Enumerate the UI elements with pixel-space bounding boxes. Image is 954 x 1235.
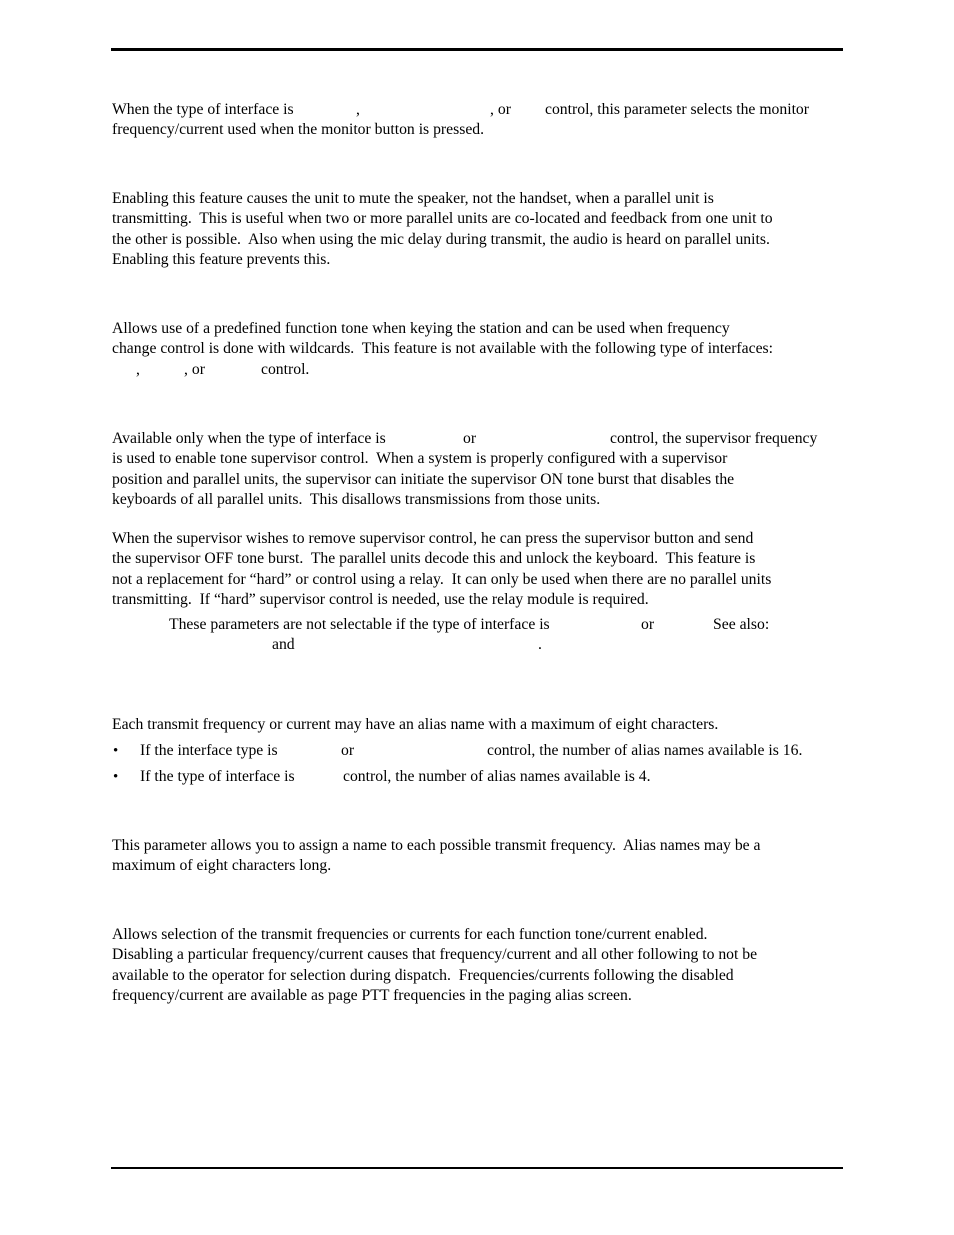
monitor-text-4: control, this parameter selects the monitor <box>545 101 809 118</box>
note-text-1: These parameters are not selectable if the type of interface is <box>169 616 550 633</box>
bullet-icon: • <box>113 743 119 759</box>
mute-line: Enabling this feature prevents this. <box>112 251 331 269</box>
supervisor-off-paragraph <box>112 529 842 611</box>
supervisor-text-1: Available only when the type of interface is <box>112 430 386 447</box>
transmit-line: available to the operator for selection during dispatch. Frequencies/currents following the disabled <box>112 966 734 984</box>
supervisor-text-2: or <box>463 430 477 447</box>
alias-paragraph <box>112 715 842 735</box>
monitor-text-1: When the type of interface is <box>112 101 294 118</box>
transmit-line: frequency/current are available as page PTT frequencies in the paging alias screen. <box>112 987 632 1005</box>
header-rule <box>111 48 843 51</box>
alias-bullet-text-5: control, the number of alias names available is 4. <box>343 768 651 785</box>
note-period: . <box>538 636 542 654</box>
transmit-paragraph <box>112 925 842 1007</box>
supervisor-text-3: control, the supervisor frequency <box>610 430 818 447</box>
function-tone-line: change control is done with wildcards. This feature is not available with the following type of interfaces: <box>112 340 774 358</box>
supervisor-paragraph <box>112 429 842 511</box>
alias-bullet-text-4: If the type of interface is <box>140 768 295 785</box>
function-tone-line: Allows use of a predefined function tone when keying the station and can be used when frequency <box>112 320 730 337</box>
monitor-text-5: frequency/current used when the monitor button is pressed. <box>112 121 485 139</box>
names-line: maximum of eight characters long. <box>112 857 332 875</box>
footer-rule <box>111 1167 843 1169</box>
supervisor-off-line: the supervisor OFF tone burst. The parallel units decode this and unlock the keyboard. This feature is <box>112 550 756 568</box>
note-and: and <box>272 636 295 654</box>
supervisor-line: keyboards of all parallel units. This disallows transmissions from those units. <box>112 491 601 509</box>
mute-paragraph <box>112 189 842 271</box>
mute-line: the other is possible. Also when using the mic delay during transmit, the audio is heard on parallel units. <box>112 230 770 248</box>
supervisor-line: is used to enable tone supervisor control. When a system is properly configured with a supervisor <box>112 450 728 468</box>
alias-intro: Each transmit frequency or current may have an alias name with a maximum of eight characters. <box>112 716 719 733</box>
names-line: This parameter allows you to assign a name to each possible transmit frequency. Alias names may be a <box>112 837 761 854</box>
transmit-line: Disabling a particular frequency/current causes that frequency/current and all other following to not be <box>112 946 758 964</box>
note-see-also: See also: <box>713 616 770 633</box>
mute-line: Enabling this feature causes the unit to mute the speaker, not the handset, when a parallel unit is <box>112 190 714 207</box>
alias-bullet-text-2: or <box>341 742 355 759</box>
names-paragraph <box>112 836 842 877</box>
function-tone-paragraph <box>112 319 842 380</box>
supervisor-note <box>112 615 842 656</box>
monitor-text-3: , or <box>490 101 511 118</box>
supervisor-line: position and parallel units, the supervisor can initiate the supervisor ON tone burst that disables the <box>112 470 735 488</box>
function-tone-sep-1: , <box>136 360 140 378</box>
alias-bullet-item <box>112 741 842 761</box>
alias-bullet-item <box>112 767 842 787</box>
alias-bullet-text-1: If the interface type is <box>140 742 278 759</box>
monitor-text-2: , <box>356 101 360 118</box>
transmit-line: Allows selection of the transmit frequencies or currents for each function tone/current enabled. <box>112 926 708 943</box>
bullet-icon: • <box>113 769 119 785</box>
mute-line: transmitting. This is useful when two or more parallel units are co-located and feedback from one unit to <box>112 210 773 228</box>
monitor-paragraph <box>112 100 842 141</box>
function-tone-control: control. <box>261 360 310 378</box>
supervisor-off-line: When the supervisor wishes to remove supervisor control, he can press the supervisor button and send <box>112 530 754 547</box>
note-text-2: or <box>641 616 655 633</box>
alias-bullet-text-3: control, the number of alias names available is 16. <box>487 742 803 759</box>
supervisor-off-line: not a replacement for “hard” or control using a relay. It can only be used when there are no parallel units <box>112 570 772 588</box>
function-tone-sep-2: , or <box>184 360 205 378</box>
supervisor-off-line: transmitting. If “hard” supervisor control is needed, use the relay module is required. <box>112 591 649 609</box>
